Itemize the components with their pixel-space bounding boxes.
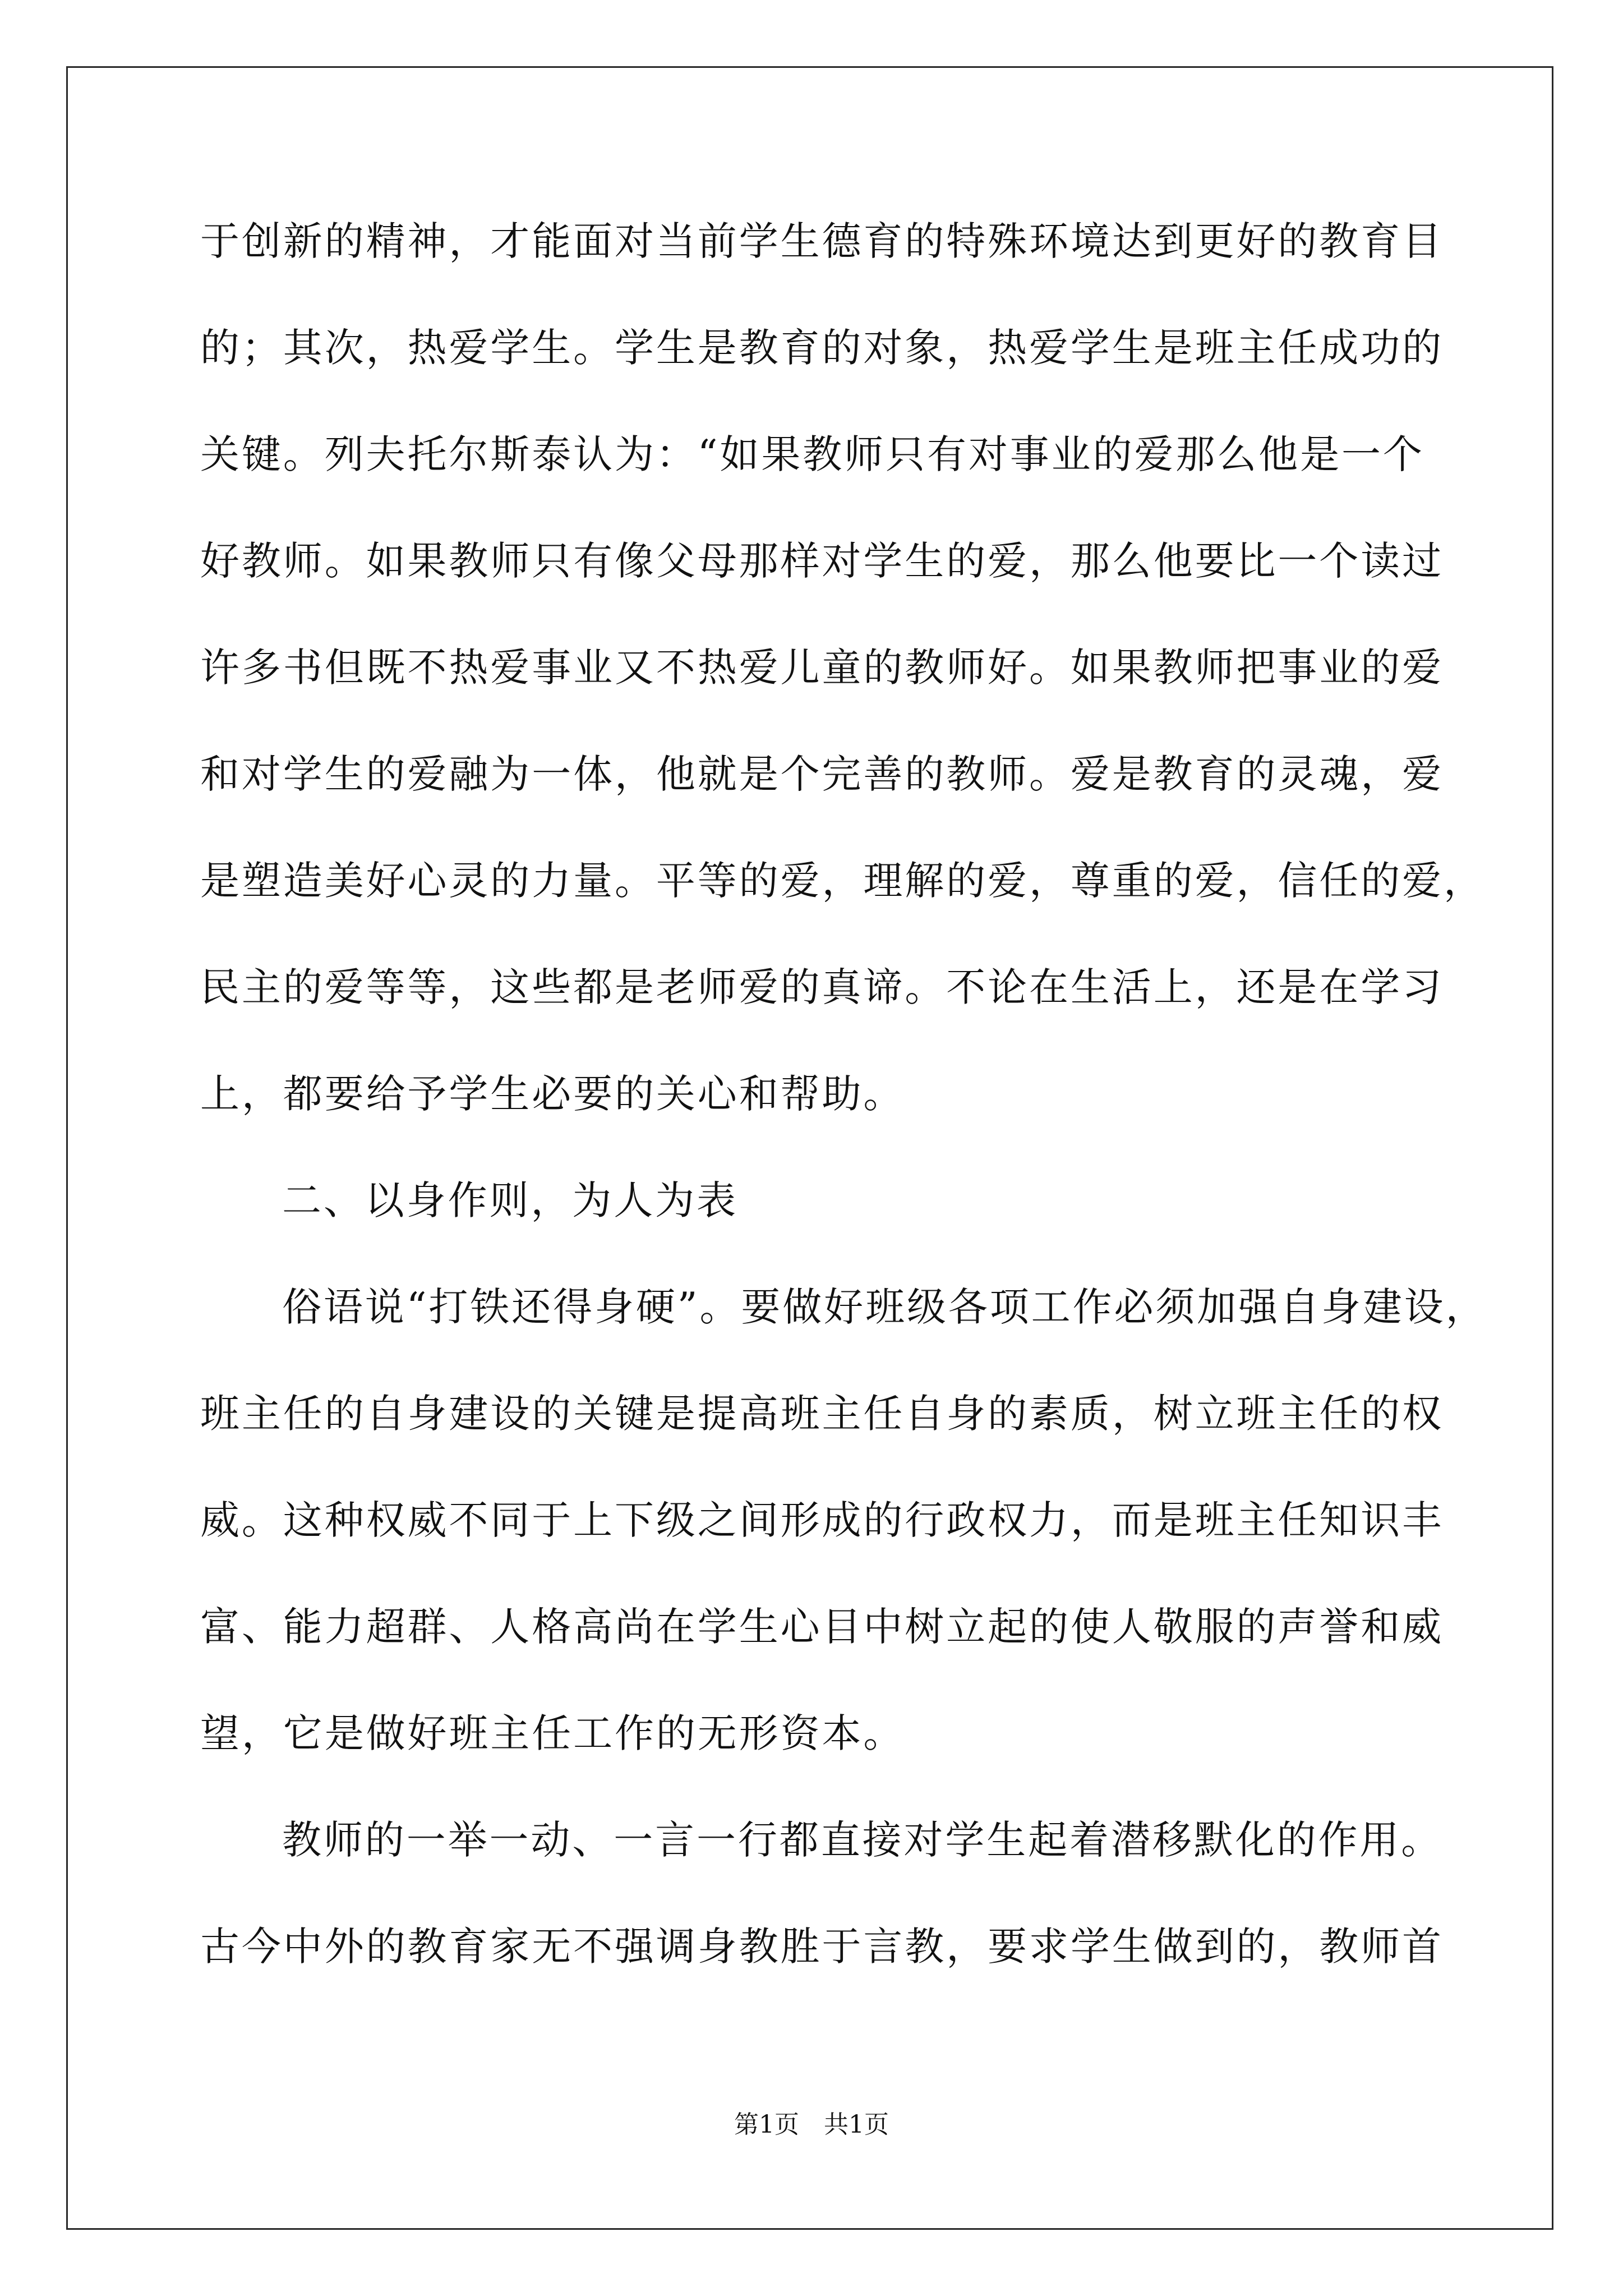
- paragraph-line: 好教师。如果教师只有像父母那样对学生的爱，那么他要比一个读过: [200, 538, 1444, 584]
- paragraph-line: 威。这种权威不同于上下级之间形成的行政权力，而是班主任知识丰: [200, 1497, 1444, 1543]
- paragraph-line: 上，都要给予学生必要的关心和帮助。: [200, 1071, 905, 1117]
- paragraph-line: 于创新的精神，才能面对当前学生德育的特殊环境达到更好的教育目: [200, 218, 1444, 264]
- paragraph-line: 民主的爱等等，这些都是老师爱的真谛。不论在生活上，还是在学习: [200, 964, 1444, 1010]
- paragraph-line: 是塑造美好心灵的力量。平等的爱，理解的爱，尊重的爱，信任的爱，: [200, 858, 1485, 904]
- paragraph-line: 教师的一举一动、一言一行都直接对学生起着潜移默化的作用。: [282, 1817, 1443, 1863]
- paragraph-line: 班主任的自身建设的关键是提高班主任自身的素质，树立班主任的权: [200, 1391, 1444, 1437]
- paragraph-line: 和对学生的爱融为一体，他就是个完善的教师。爱是教育的灵魂，爱: [200, 751, 1444, 797]
- paragraph-line: 俗语说“打铁还得身硬”。要做好班级各项工作必须加强自身建设，: [282, 1284, 1487, 1330]
- paragraph-line: 的；其次，热爱学生。学生是教育的对象，热爱学生是班主任成功的: [200, 325, 1444, 371]
- paragraph-line: 望，它是做好班主任工作的无形资本。: [200, 1710, 905, 1756]
- paragraph-line: 许多书但既不热爱事业又不热爱儿童的教师好。如果教师把事业的爱: [200, 645, 1444, 691]
- paragraph-line: 古今中外的教育家无不强调身教胜于言教，要求学生做到的，教师首: [200, 1924, 1444, 1970]
- paragraph-line: 关键。列夫托尔斯泰认为：“如果教师只有对事业的爱那么他是一个: [200, 431, 1424, 477]
- section-heading: 二、以身作则，为人为表: [282, 1177, 738, 1223]
- page-number-footer: 第1页 共1页: [734, 2110, 889, 2139]
- paragraph-line: 富、能力超群、人格高尚在学生心目中树立起的使人敬服的声誉和威: [200, 1604, 1444, 1650]
- page-border: [66, 66, 1553, 2230]
